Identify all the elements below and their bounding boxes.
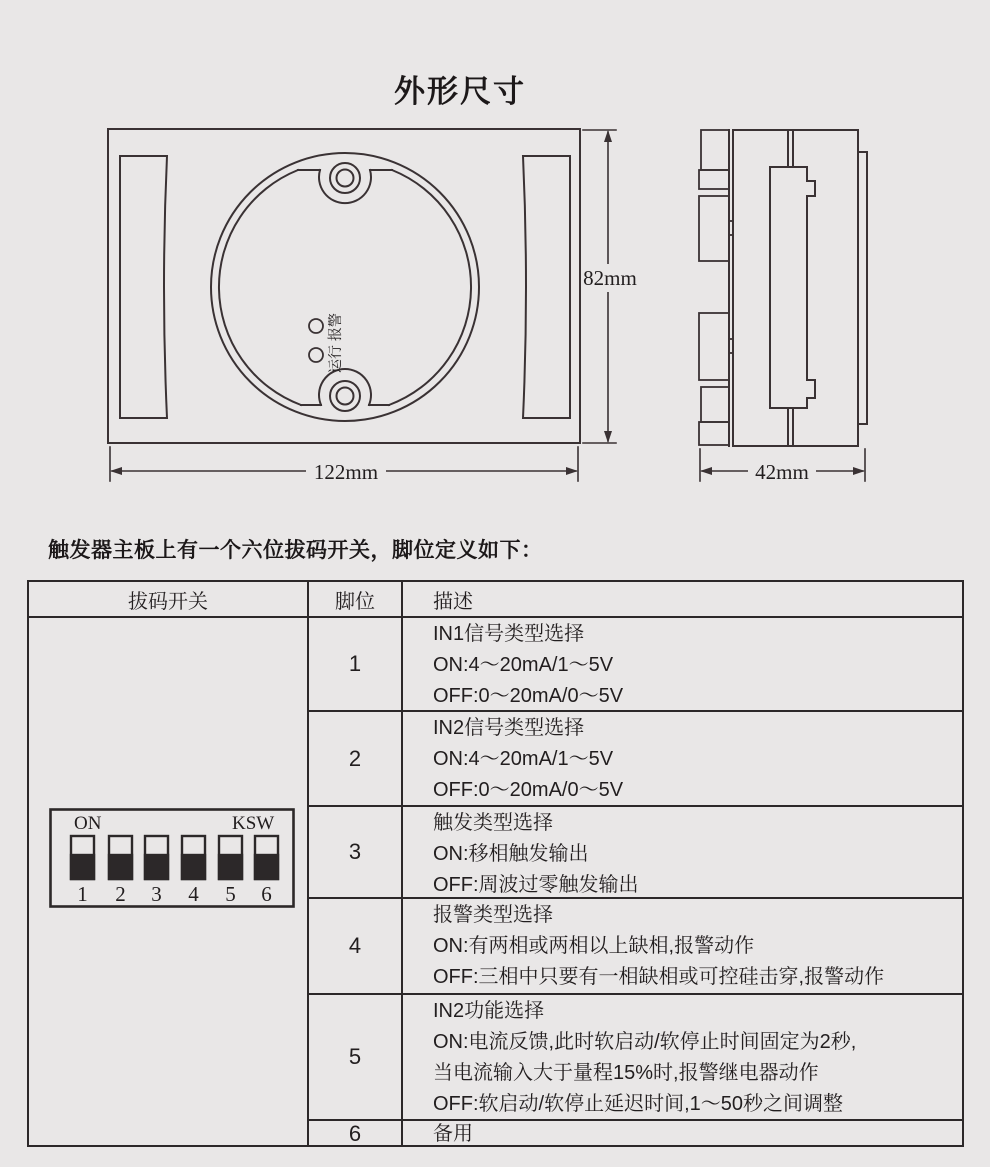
dip-switch-definition-table xyxy=(27,580,964,1147)
svg-text:3: 3 xyxy=(151,882,162,906)
pin-number: 2 xyxy=(309,712,403,805)
table-row xyxy=(309,618,962,712)
pin-number: 6 xyxy=(309,1121,403,1147)
cover-circle-inner-left xyxy=(219,170,301,405)
table-row xyxy=(309,1121,962,1147)
table-header-row xyxy=(29,582,962,618)
pin-number: 3 xyxy=(309,807,403,897)
side-channel xyxy=(770,167,815,408)
alarm-led-indicator xyxy=(309,319,323,333)
top-screw-hole xyxy=(330,163,360,193)
side-view-drawing xyxy=(699,130,867,446)
dip-switch-levers xyxy=(71,836,278,879)
table-row xyxy=(309,899,962,995)
left-slot xyxy=(120,156,167,418)
pin-number: 4 xyxy=(309,899,403,993)
dimension-drawings xyxy=(0,0,990,500)
run-led-indicator xyxy=(309,348,323,362)
dip-ksw-label: KSW xyxy=(232,813,275,834)
dip-switch-numbers xyxy=(77,882,272,906)
pin-description: IN2信号类型选择 ON:4～20mA/1～5V OFF:0～20mA/0～5V xyxy=(433,717,624,801)
front-view-drawing xyxy=(108,129,580,443)
header-dip-switch: 拔码开关 xyxy=(29,582,309,616)
cover-circle-inner-right xyxy=(389,170,471,405)
front-view-dimensions xyxy=(110,130,637,485)
depth-dimension-label: 42mm xyxy=(755,460,809,484)
side-body xyxy=(733,130,858,446)
pin-number: 5 xyxy=(309,995,403,1119)
width-dimension-label: 122mm xyxy=(313,460,379,484)
table-row xyxy=(309,712,962,807)
pin-description: 备用 xyxy=(433,1123,473,1145)
svg-text:1: 1 xyxy=(77,882,88,906)
side-view-dimensions xyxy=(700,449,865,485)
led-labels: 运行 报警 xyxy=(327,313,343,373)
page-title: 外形尺寸 xyxy=(394,74,526,109)
svg-text:6: 6 xyxy=(261,882,272,906)
pin-description: IN1信号类型选择 ON:4～20mA/1～5V OFF:0～20mA/0～5V xyxy=(433,623,624,707)
intro-text: 触发器主板上有一个六位拔码开关，脚位定义如下： xyxy=(48,539,543,562)
pin-description: 触发类型选择 ON:移相触发输出 OFF:周波过零触发输出 xyxy=(433,812,639,896)
dip-on-label: ON xyxy=(74,813,102,834)
header-description: 描述 xyxy=(433,590,473,613)
table-row xyxy=(309,995,962,1121)
svg-text:4: 4 xyxy=(188,882,199,906)
dip-switch-graphic xyxy=(49,808,295,908)
dip-switch-cell xyxy=(29,618,309,1145)
pin-description: IN2功能选择 ON:电流反馈,此时软启动/软停止时间固定为2秒, 当电流输入大于量程15%时,报警继电器动作 OFF:软启动/软停止延迟时间,1～50秒之间调整 xyxy=(433,1000,857,1115)
terminal-blocks xyxy=(699,130,733,445)
table-row xyxy=(309,807,962,899)
front-outline xyxy=(108,129,580,443)
din-rail xyxy=(858,152,867,424)
svg-text:5: 5 xyxy=(225,882,236,906)
pin-number: 1 xyxy=(309,618,403,710)
pin-description: 报警类型选择 ON:有两相或两相以上缺相,报警动作 OFF:三相中只要有一相缺相或可控硅击穿,报警动作 xyxy=(433,904,885,988)
right-slot xyxy=(523,156,570,418)
bottom-screw-hole xyxy=(330,381,360,411)
height-dimension-label: 82mm xyxy=(583,266,637,290)
header-pin: 脚位 xyxy=(309,582,403,616)
svg-text:2: 2 xyxy=(115,882,126,906)
